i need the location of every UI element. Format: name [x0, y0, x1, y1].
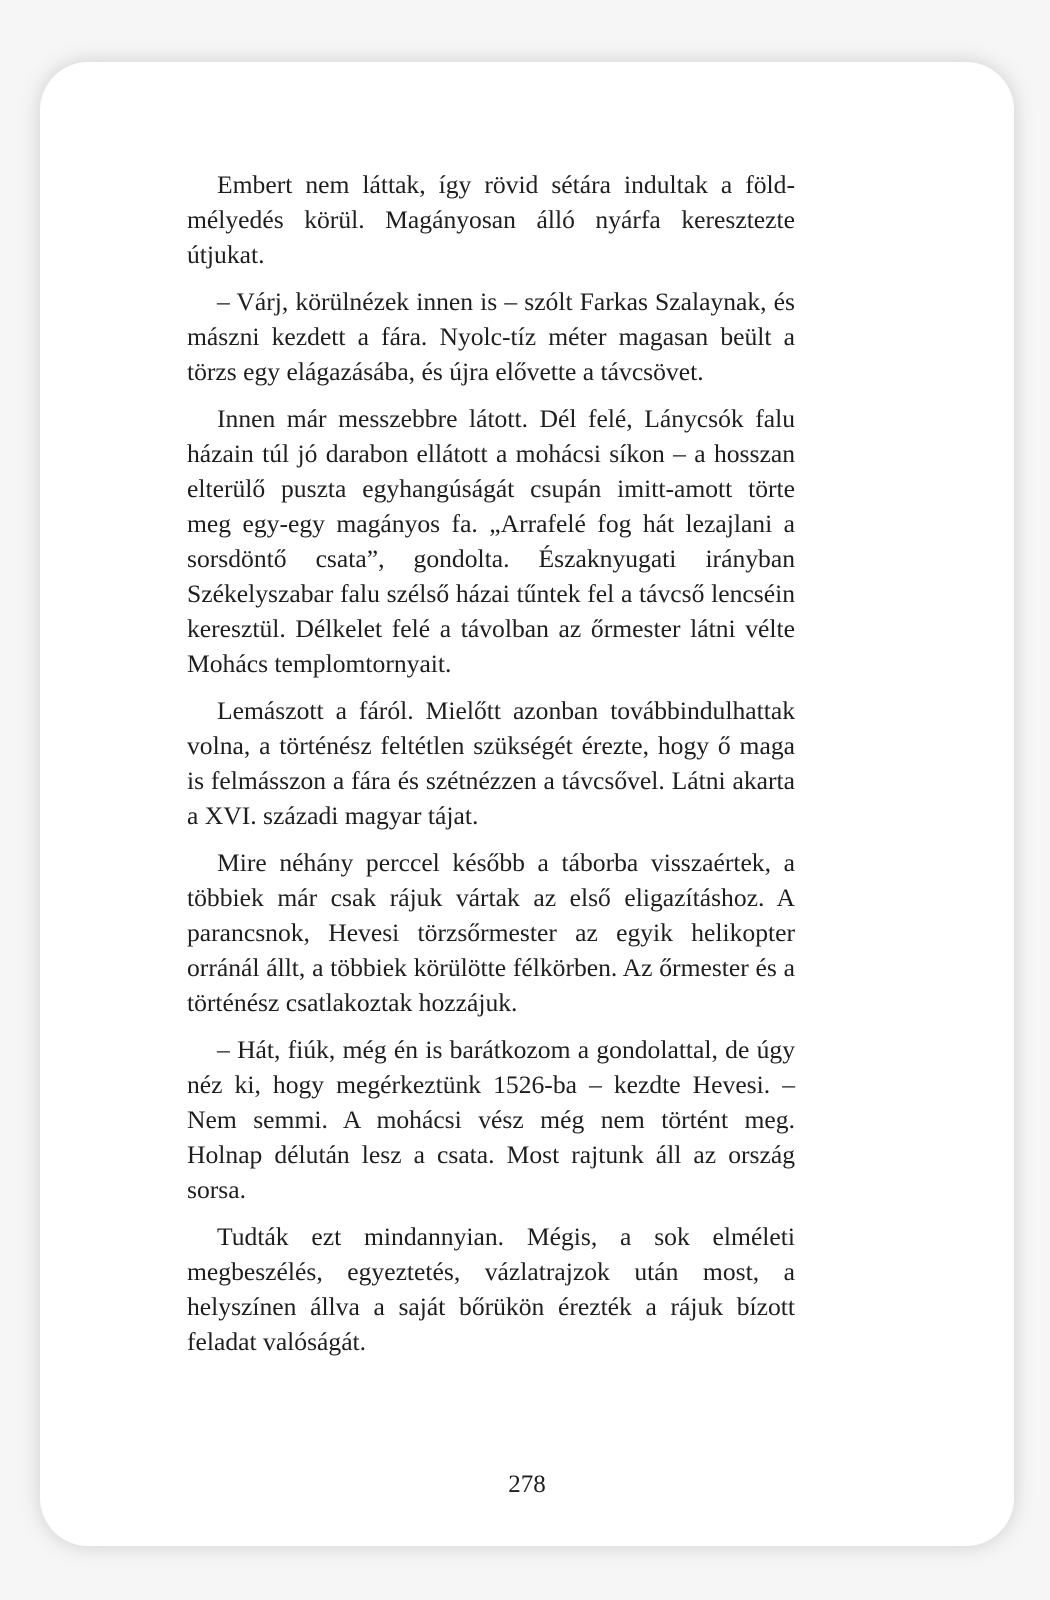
- paragraph-5: Mire néhány perccel később a táborba visszaértek, a többiek már csak rájuk vártak az első eligazításhoz. A parancsnok, Hevesi törzsőrmester az egyik helikopter orránál állt, a többiek körülötte félkörben. Az őrmester és a történész csatlakoztak hozzájuk.: [187, 848, 795, 1017]
- paragraph-7: Tudták ezt mindannyian. Mégis, a sok elméleti megbeszélés, egyeztetés, vázlatrajzok után most, a helyszínen állva a saját bőrükön érezték a rájuk bízott feladat valóságát.: [187, 1222, 795, 1356]
- body-text: [187, 167, 795, 1371]
- paragraph-6: – Hát, fiúk, még én is barátkozom a gondolattal, de úgy néz ki, hogy megérkeztünk 1526-ba – kezdte Hevesi. – Nem semmi. A mohácsi vész még nem történt meg. Holnap délután lesz a csata. Most rajtunk áll az ország sorsa.: [187, 1035, 795, 1204]
- paragraph-1: Embert nem láttak, így rövid sétára indultak a földmélyedés körül. Magányosan álló nyárfa keresztezte útjukat.: [187, 170, 795, 269]
- paragraph-4: Lemászott a fáról. Mielőtt azonban továbbindulhattak volna, a történész feltétlen szükségét érezte, hogy ő maga is felmásszon a fára és szétnézzen a távcsővel. Látni akarta a XVI. századi magyar tájat.: [187, 696, 795, 830]
- book-page: [40, 62, 1014, 1546]
- page-number: 278: [508, 1471, 546, 1498]
- paragraph-3: Innen már messzebbre látott. Dél felé, Lánycsók falu házain túl jó darabon ellátott a mohácsi síkon – a hosszan elterülő puszta egyhangúságát csupán imitt-amott törte meg egy-egy magányos fa. „Arrafelé fog hát lezajlani a sorsdöntő csata”, gondolta. Északnyugati irányban Székelyszabar falu szélső házai tűntek fel a távcső lencséin keresztül. Délkelet felé a távolban az őrmester látni vélte Mohács templomtornyait.: [187, 404, 795, 678]
- paragraph-2: – Várj, körülnézek innen is – szólt Farkas Szalaynak, és mászni kezdett a fára. Nyolc-tíz méter magasan beült a törzs egy elágazásába, és újra elővette a távcsövet.: [187, 287, 795, 386]
